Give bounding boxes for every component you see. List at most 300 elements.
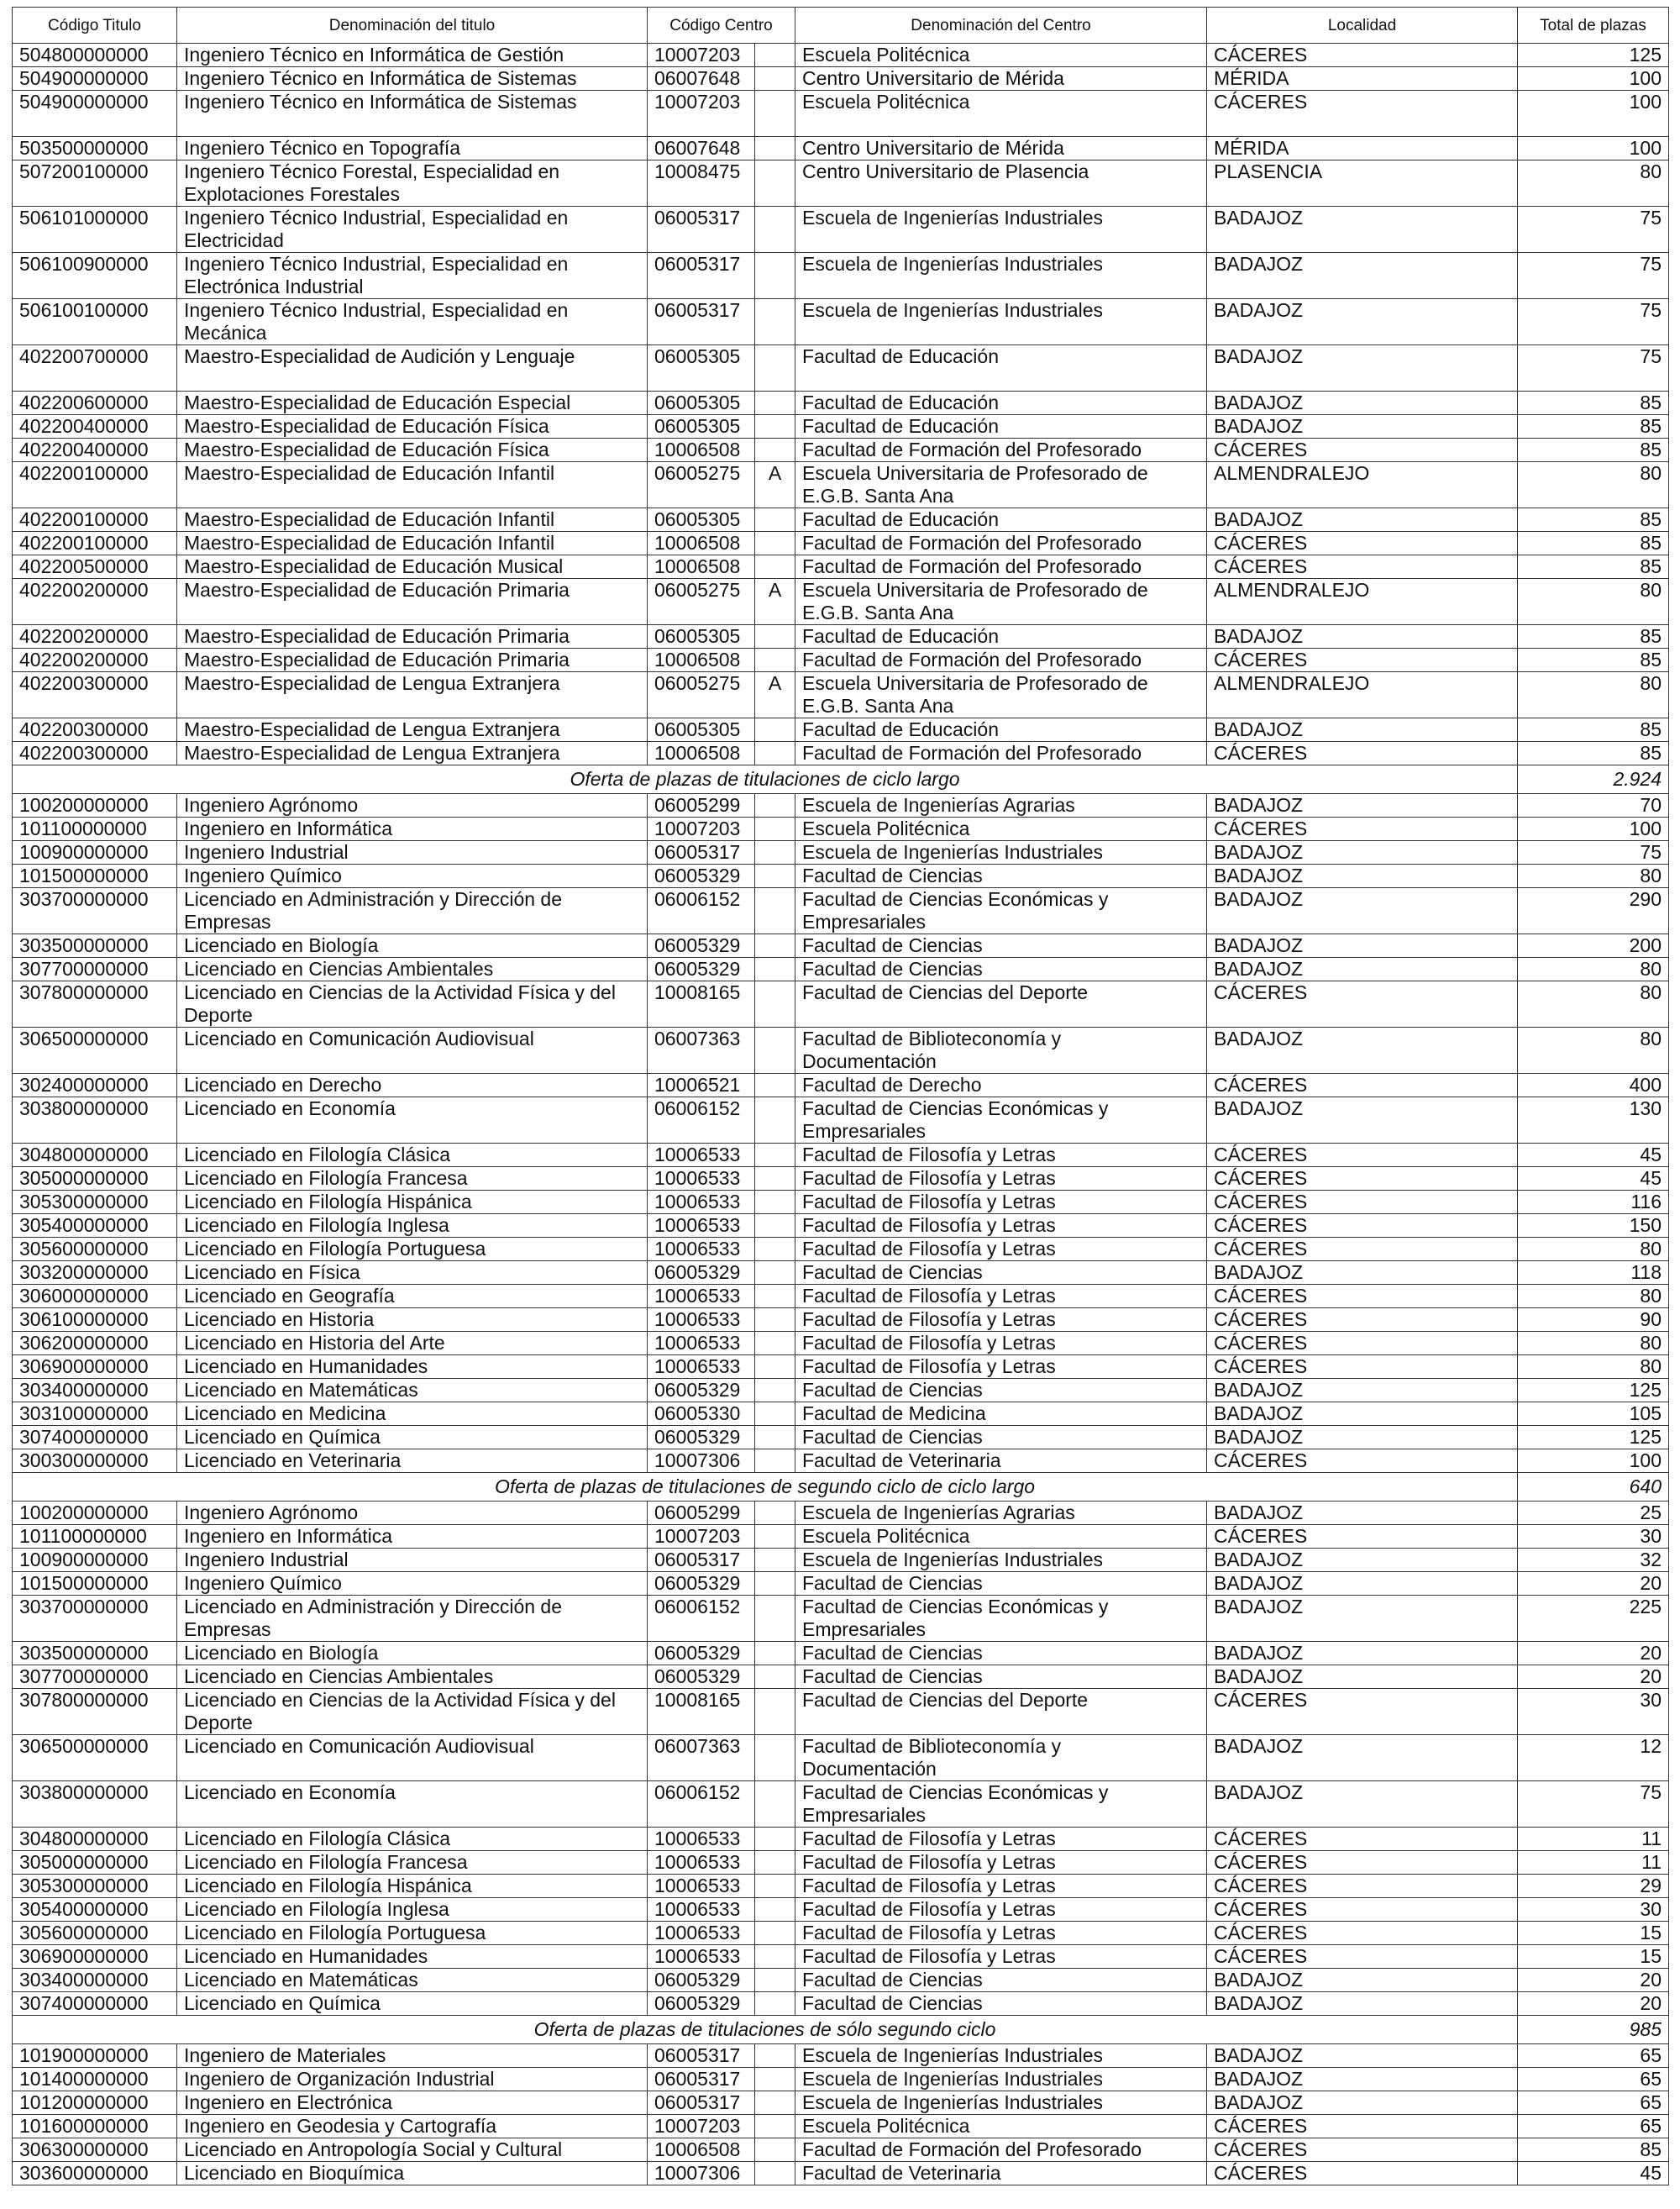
table-row <box>13 2138 1669 2162</box>
cell-total-plazas: 125 <box>1518 44 1669 67</box>
table-row <box>13 1689 1669 1735</box>
cell-localidad: CÁCERES <box>1207 1332 1518 1355</box>
cell-codigo-centro: 06006152 <box>648 1596 755 1642</box>
document-sheet <box>12 7 1669 2185</box>
cell-total-plazas: 20 <box>1518 1665 1669 1689</box>
section-summary-total: 2.924 <box>1518 765 1669 794</box>
cell-codigo-titulo: 306000000000 <box>13 1285 177 1308</box>
cell-codigo-centro: 10006533 <box>648 1191 755 1214</box>
cell-denominacion-centro: Centro Universitario de Mérida <box>795 137 1207 160</box>
cell-codigo-centro: 10006533 <box>648 1851 755 1875</box>
cell-centro-flag <box>755 2044 795 2068</box>
cell-centro-flag <box>755 1074 795 1097</box>
cell-denominacion-centro: Facultad de Biblioteconomía y Documentación <box>795 1735 1207 1781</box>
cell-codigo-centro: 06005317 <box>648 841 755 865</box>
cell-denominacion-titulo: Licenciado en Biología <box>177 934 648 958</box>
cell-centro-flag: A <box>755 672 795 718</box>
cell-codigo-titulo: 307800000000 <box>13 1689 177 1735</box>
cell-codigo-centro: 10006521 <box>648 1074 755 1097</box>
cell-localidad: CÁCERES <box>1207 439 1518 462</box>
cell-total-plazas: 20 <box>1518 1572 1669 1596</box>
cell-denominacion-centro: Facultad de Formación del Profesorado <box>795 649 1207 672</box>
cell-centro-flag <box>755 439 795 462</box>
cell-centro-flag <box>755 1689 795 1735</box>
cell-centro-flag <box>755 1028 795 1074</box>
cell-localidad: CÁCERES <box>1207 1355 1518 1379</box>
cell-codigo-centro: 10007203 <box>648 1525 755 1549</box>
table-row <box>13 1735 1669 1781</box>
cell-codigo-centro: 10006508 <box>648 532 755 555</box>
cell-codigo-titulo: 303400000000 <box>13 1969 177 1992</box>
table-row <box>13 1238 1669 1261</box>
table-row <box>13 2091 1669 2115</box>
cell-localidad: BADAJOZ <box>1207 508 1518 532</box>
cell-localidad: CÁCERES <box>1207 1689 1518 1735</box>
cell-denominacion-titulo: Ingeniero en Informática <box>177 818 648 841</box>
cell-denominacion-centro: Facultad de Ciencias <box>795 1426 1207 1449</box>
cell-centro-flag <box>755 44 795 67</box>
cell-codigo-centro: 10006533 <box>648 1898 755 1922</box>
section-summary-row <box>13 2016 1669 2044</box>
cell-centro-flag <box>755 1426 795 1449</box>
cell-denominacion-titulo: Licenciado en Ciencias Ambientales <box>177 958 648 981</box>
cell-localidad: BADAJOZ <box>1207 2044 1518 2068</box>
cell-localidad: CÁCERES <box>1207 1144 1518 1167</box>
table-row <box>13 1261 1669 1285</box>
cell-denominacion-titulo: Licenciado en Ciencias de la Actividad Física y del Deporte <box>177 1689 648 1735</box>
table-row <box>13 2162 1669 2185</box>
cell-codigo-centro: 06005305 <box>648 415 755 439</box>
cell-total-plazas: 85 <box>1518 718 1669 742</box>
cell-centro-flag <box>755 625 795 649</box>
cell-denominacion-titulo: Maestro-Especialidad de Educación Especial <box>177 392 648 415</box>
cell-codigo-titulo: 402200400000 <box>13 415 177 439</box>
cell-localidad: BADAJOZ <box>1207 1992 1518 2016</box>
cell-centro-flag <box>755 207 795 253</box>
cell-centro-flag <box>755 2115 795 2138</box>
cell-denominacion-centro: Facultad de Ciencias <box>795 1261 1207 1285</box>
cell-localidad: PLASENCIA <box>1207 160 1518 207</box>
cell-denominacion-centro: Facultad de Educación <box>795 345 1207 392</box>
cell-localidad: BADAJOZ <box>1207 794 1518 818</box>
cell-total-plazas: 130 <box>1518 1097 1669 1144</box>
table-row <box>13 981 1669 1028</box>
cell-codigo-titulo: 300300000000 <box>13 1449 177 1473</box>
cell-codigo-titulo: 303700000000 <box>13 1596 177 1642</box>
cell-codigo-titulo: 504900000000 <box>13 67 177 91</box>
cell-denominacion-titulo: Ingeniero en Geodesia y Cartografía <box>177 2115 648 2138</box>
cell-codigo-titulo: 307700000000 <box>13 1665 177 1689</box>
cell-denominacion-centro: Facultad de Educación <box>795 392 1207 415</box>
cell-denominacion-centro: Facultad de Filosofía y Letras <box>795 1828 1207 1851</box>
cell-localidad: BADAJOZ <box>1207 1502 1518 1525</box>
cell-denominacion-titulo: Ingeniero Técnico en Topografía <box>177 137 648 160</box>
cell-codigo-titulo: 101400000000 <box>13 2068 177 2091</box>
cell-codigo-centro: 06005329 <box>648 1642 755 1665</box>
cell-codigo-titulo: 402200600000 <box>13 392 177 415</box>
cell-denominacion-centro: Escuela Politécnica <box>795 1525 1207 1549</box>
header-denominacion-centro: Denominación del Centro <box>795 8 1207 44</box>
cell-centro-flag <box>755 1922 795 1945</box>
cell-codigo-titulo: 306900000000 <box>13 1945 177 1969</box>
table-row <box>13 1379 1669 1402</box>
cell-localidad: BADAJOZ <box>1207 415 1518 439</box>
cell-codigo-titulo: 101100000000 <box>13 818 177 841</box>
table-row <box>13 649 1669 672</box>
cell-total-plazas: 80 <box>1518 865 1669 888</box>
cell-codigo-centro: 06005317 <box>648 2091 755 2115</box>
cell-total-plazas: 75 <box>1518 1781 1669 1828</box>
cell-codigo-titulo: 304800000000 <box>13 1828 177 1851</box>
table-row <box>13 345 1669 392</box>
table-row <box>13 1502 1669 1525</box>
cell-denominacion-titulo: Licenciado en Filología Clásica <box>177 1828 648 1851</box>
cell-codigo-titulo: 305300000000 <box>13 1875 177 1898</box>
table-row <box>13 1549 1669 1572</box>
cell-denominacion-titulo: Ingeniero Técnico Industrial, Especialidad en Electrónica Industrial <box>177 253 648 299</box>
cell-denominacion-centro: Escuela Politécnica <box>795 2115 1207 2138</box>
cell-denominacion-centro: Facultad de Filosofía y Letras <box>795 1332 1207 1355</box>
cell-codigo-centro: 10007203 <box>648 818 755 841</box>
cell-localidad: BADAJOZ <box>1207 958 1518 981</box>
cell-codigo-titulo: 307400000000 <box>13 1992 177 2016</box>
cell-centro-flag <box>755 345 795 392</box>
cell-localidad: CÁCERES <box>1207 1238 1518 1261</box>
cell-localidad: BADAJOZ <box>1207 1549 1518 1572</box>
cell-total-plazas: 85 <box>1518 392 1669 415</box>
cell-denominacion-titulo: Maestro-Especialidad de Educación Infantil <box>177 508 648 532</box>
cell-centro-flag: A <box>755 462 795 508</box>
cell-codigo-centro: 06005299 <box>648 794 755 818</box>
cell-total-plazas: 70 <box>1518 794 1669 818</box>
cell-codigo-centro: 06005329 <box>648 1426 755 1449</box>
cell-centro-flag <box>755 1969 795 1992</box>
cell-codigo-titulo: 307800000000 <box>13 981 177 1028</box>
cell-denominacion-centro: Facultad de Ciencias <box>795 1665 1207 1689</box>
cell-localidad: BADAJOZ <box>1207 1596 1518 1642</box>
cell-denominacion-centro: Facultad de Filosofía y Letras <box>795 1875 1207 1898</box>
cell-localidad: BADAJOZ <box>1207 625 1518 649</box>
cell-total-plazas: 11 <box>1518 1828 1669 1851</box>
cell-denominacion-titulo: Maestro-Especialidad de Educación Primaria <box>177 649 648 672</box>
cell-denominacion-titulo: Licenciado en Antropología Social y Cultural <box>177 2138 648 2162</box>
cell-denominacion-titulo: Ingeniero Técnico Industrial, Especialidad en Electricidad <box>177 207 648 253</box>
cell-codigo-titulo: 306100000000 <box>13 1308 177 1332</box>
cell-denominacion-centro: Facultad de Ciencias Económicas y Empresariales <box>795 888 1207 934</box>
table-row <box>13 555 1669 579</box>
cell-denominacion-titulo: Licenciado en Filología Inglesa <box>177 1214 648 1238</box>
cell-localidad: CÁCERES <box>1207 2138 1518 2162</box>
cell-localidad: CÁCERES <box>1207 1285 1518 1308</box>
cell-centro-flag <box>755 1144 795 1167</box>
cell-denominacion-centro: Escuela de Ingenierías Industriales <box>795 2044 1207 2068</box>
cell-localidad: BADAJOZ <box>1207 1572 1518 1596</box>
cell-codigo-centro: 10008165 <box>648 1689 755 1735</box>
cell-denominacion-titulo: Licenciado en Filología Francesa <box>177 1851 648 1875</box>
cell-centro-flag <box>755 1735 795 1781</box>
cell-codigo-titulo: 305000000000 <box>13 1167 177 1191</box>
cell-total-plazas: 80 <box>1518 1332 1669 1355</box>
cell-denominacion-titulo: Ingeniero Técnico Industrial, Especialidad en Mecánica <box>177 299 648 345</box>
cell-denominacion-centro: Facultad de Veterinaria <box>795 2162 1207 2185</box>
cell-total-plazas: 65 <box>1518 2091 1669 2115</box>
cell-total-plazas: 65 <box>1518 2068 1669 2091</box>
cell-denominacion-centro: Escuela Universitaria de Profesorado de E.G.B. Santa Ana <box>795 462 1207 508</box>
cell-localidad: BADAJOZ <box>1207 2068 1518 2091</box>
cell-centro-flag <box>755 1308 795 1332</box>
cell-denominacion-centro: Facultad de Filosofía y Letras <box>795 1238 1207 1261</box>
cell-denominacion-centro: Centro Universitario de Plasencia <box>795 160 1207 207</box>
cell-centro-flag <box>755 160 795 207</box>
cell-total-plazas: 290 <box>1518 888 1669 934</box>
cell-codigo-titulo: 100200000000 <box>13 1502 177 1525</box>
table-row <box>13 1355 1669 1379</box>
cell-localidad: BADAJOZ <box>1207 1665 1518 1689</box>
cell-denominacion-centro: Facultad de Ciencias Económicas y Empresariales <box>795 1781 1207 1828</box>
cell-codigo-centro: 06005317 <box>648 1549 755 1572</box>
cell-denominacion-titulo: Ingeniero Industrial <box>177 841 648 865</box>
cell-total-plazas: 30 <box>1518 1525 1669 1549</box>
cell-localidad: CÁCERES <box>1207 1074 1518 1097</box>
cell-codigo-centro: 06005329 <box>648 1992 755 2016</box>
cell-codigo-titulo: 100900000000 <box>13 841 177 865</box>
cell-denominacion-titulo: Licenciado en Economía <box>177 1781 648 1828</box>
cell-denominacion-titulo: Licenciado en Comunicación Audiovisual <box>177 1028 648 1074</box>
cell-centro-flag <box>755 742 795 765</box>
table-row <box>13 865 1669 888</box>
table-row <box>13 1402 1669 1426</box>
cell-codigo-titulo: 101900000000 <box>13 2044 177 2068</box>
cell-codigo-centro: 10006533 <box>648 1214 755 1238</box>
cell-total-plazas: 15 <box>1518 1922 1669 1945</box>
cell-codigo-titulo: 305300000000 <box>13 1191 177 1214</box>
cell-codigo-titulo: 303500000000 <box>13 934 177 958</box>
cell-denominacion-titulo: Licenciado en Filología Clásica <box>177 1144 648 1167</box>
cell-localidad: BADAJOZ <box>1207 718 1518 742</box>
cell-codigo-centro: 10007203 <box>648 44 755 67</box>
cell-codigo-centro: 10006533 <box>648 1308 755 1332</box>
cell-localidad: CÁCERES <box>1207 818 1518 841</box>
cell-total-plazas: 75 <box>1518 841 1669 865</box>
cell-localidad: CÁCERES <box>1207 1922 1518 1945</box>
cell-localidad: BADAJOZ <box>1207 1402 1518 1426</box>
cell-codigo-centro: 10008165 <box>648 981 755 1028</box>
table-row <box>13 1028 1669 1074</box>
cell-denominacion-centro: Escuela Universitaria de Profesorado de E.G.B. Santa Ana <box>795 579 1207 625</box>
header-codigo-titulo: Código Titulo <box>13 8 177 44</box>
cell-codigo-centro: 06005317 <box>648 253 755 299</box>
cell-codigo-centro: 06005329 <box>648 1379 755 1402</box>
cell-localidad: CÁCERES <box>1207 2115 1518 2138</box>
table-row <box>13 934 1669 958</box>
cell-denominacion-centro: Facultad de Ciencias <box>795 1992 1207 2016</box>
cell-denominacion-titulo: Licenciado en Bioquímica <box>177 2162 648 2185</box>
cell-total-plazas: 75 <box>1518 345 1669 392</box>
cell-denominacion-titulo: Licenciado en Derecho <box>177 1074 648 1097</box>
cell-denominacion-centro: Facultad de Ciencias Económicas y Empresariales <box>795 1596 1207 1642</box>
cell-codigo-titulo: 306500000000 <box>13 1028 177 1074</box>
cell-denominacion-titulo: Licenciado en Matemáticas <box>177 1379 648 1402</box>
cell-codigo-titulo: 305600000000 <box>13 1238 177 1261</box>
cell-total-plazas: 45 <box>1518 1167 1669 1191</box>
cell-denominacion-titulo: Licenciado en Biología <box>177 1642 648 1665</box>
header-localidad: Localidad <box>1207 8 1518 44</box>
cell-localidad: CÁCERES <box>1207 981 1518 1028</box>
section-summary-total: 640 <box>1518 1473 1669 1502</box>
cell-codigo-centro: 10006533 <box>648 1285 755 1308</box>
cell-total-plazas: 116 <box>1518 1191 1669 1214</box>
cell-localidad: CÁCERES <box>1207 1214 1518 1238</box>
cell-codigo-centro: 06005305 <box>648 508 755 532</box>
cell-localidad: BADAJOZ <box>1207 1426 1518 1449</box>
cell-centro-flag <box>755 1097 795 1144</box>
cell-total-plazas: 90 <box>1518 1308 1669 1332</box>
cell-codigo-titulo: 503500000000 <box>13 137 177 160</box>
cell-denominacion-centro: Escuela de Ingenierías Industriales <box>795 1549 1207 1572</box>
cell-total-plazas: 100 <box>1518 91 1669 137</box>
cell-denominacion-centro: Facultad de Ciencias Económicas y Empresariales <box>795 1097 1207 1144</box>
table-row <box>13 888 1669 934</box>
cell-denominacion-titulo: Licenciado en Comunicación Audiovisual <box>177 1735 648 1781</box>
cell-denominacion-centro: Facultad de Ciencias <box>795 958 1207 981</box>
cell-codigo-centro: 06007363 <box>648 1735 755 1781</box>
cell-localidad: ALMENDRALEJO <box>1207 672 1518 718</box>
cell-total-plazas: 45 <box>1518 1144 1669 1167</box>
cell-codigo-centro: 06005305 <box>648 718 755 742</box>
cell-localidad: BADAJOZ <box>1207 2091 1518 2115</box>
cell-centro-flag <box>755 1596 795 1642</box>
cell-denominacion-centro: Facultad de Filosofía y Letras <box>795 1285 1207 1308</box>
cell-codigo-titulo: 306500000000 <box>13 1735 177 1781</box>
cell-denominacion-titulo: Maestro-Especialidad de Educación Primaria <box>177 625 648 649</box>
table-row <box>13 1642 1669 1665</box>
cell-denominacion-centro: Facultad de Ciencias del Deporte <box>795 1689 1207 1735</box>
cell-codigo-titulo: 402200100000 <box>13 532 177 555</box>
cell-centro-flag <box>755 1214 795 1238</box>
cell-denominacion-titulo: Maestro-Especialidad de Lengua Extranjera <box>177 742 648 765</box>
cell-codigo-centro: 06007363 <box>648 1028 755 1074</box>
cell-total-plazas: 105 <box>1518 1402 1669 1426</box>
cell-codigo-titulo: 306200000000 <box>13 1332 177 1355</box>
table-row <box>13 1898 1669 1922</box>
cell-total-plazas: 85 <box>1518 2138 1669 2162</box>
cell-total-plazas: 12 <box>1518 1735 1669 1781</box>
cell-total-plazas: 100 <box>1518 818 1669 841</box>
cell-total-plazas: 100 <box>1518 137 1669 160</box>
cell-denominacion-titulo: Licenciado en Administración y Dirección de Empresas <box>177 888 648 934</box>
cell-total-plazas: 80 <box>1518 1238 1669 1261</box>
cell-total-plazas: 125 <box>1518 1426 1669 1449</box>
cell-total-plazas: 100 <box>1518 1449 1669 1473</box>
cell-localidad: CÁCERES <box>1207 91 1518 137</box>
cell-codigo-titulo: 303700000000 <box>13 888 177 934</box>
cell-codigo-centro: 06007648 <box>648 67 755 91</box>
cell-localidad: MÉRIDA <box>1207 137 1518 160</box>
cell-centro-flag <box>755 1992 795 2016</box>
cell-codigo-titulo: 303200000000 <box>13 1261 177 1285</box>
cell-codigo-titulo: 402200200000 <box>13 579 177 625</box>
cell-codigo-centro: 10006508 <box>648 439 755 462</box>
cell-centro-flag <box>755 1549 795 1572</box>
table-row <box>13 1992 1669 2016</box>
table-row <box>13 2044 1669 2068</box>
cell-localidad: BADAJOZ <box>1207 1028 1518 1074</box>
table-row <box>13 1969 1669 1992</box>
cell-centro-flag <box>755 1828 795 1851</box>
table-row <box>13 1945 1669 1969</box>
cell-denominacion-centro: Facultad de Formación del Profesorado <box>795 439 1207 462</box>
section-summary-label: Oferta de plazas de titulaciones de sólo segundo ciclo <box>13 2016 1518 2044</box>
cell-codigo-titulo: 305400000000 <box>13 1898 177 1922</box>
cell-centro-flag <box>755 1261 795 1285</box>
cell-denominacion-centro: Escuela de Ingenierías Industriales <box>795 253 1207 299</box>
cell-localidad: CÁCERES <box>1207 1449 1518 1473</box>
cell-codigo-titulo: 303400000000 <box>13 1379 177 1402</box>
cell-codigo-centro: 10006533 <box>648 1144 755 1167</box>
cell-denominacion-titulo: Licenciado en Filología Portuguesa <box>177 1238 648 1261</box>
cell-denominacion-centro: Facultad de Derecho <box>795 1074 1207 1097</box>
cell-centro-flag <box>755 508 795 532</box>
section-summary-row <box>13 1473 1669 1502</box>
cell-localidad: BADAJOZ <box>1207 1642 1518 1665</box>
cell-codigo-centro: 06005305 <box>648 345 755 392</box>
table-row <box>13 742 1669 765</box>
cell-localidad: BADAJOZ <box>1207 1969 1518 1992</box>
table-row <box>13 91 1669 137</box>
cell-codigo-centro: 10007306 <box>648 1449 755 1473</box>
cell-codigo-centro: 10007203 <box>648 2115 755 2138</box>
cell-centro-flag <box>755 1665 795 1689</box>
cell-denominacion-centro: Facultad de Filosofía y Letras <box>795 1214 1207 1238</box>
cell-denominacion-centro: Facultad de Formación del Profesorado <box>795 555 1207 579</box>
cell-centro-flag <box>755 1642 795 1665</box>
cell-codigo-titulo: 506100900000 <box>13 253 177 299</box>
cell-denominacion-centro: Facultad de Filosofía y Letras <box>795 1945 1207 1969</box>
cell-denominacion-centro: Facultad de Filosofía y Letras <box>795 1308 1207 1332</box>
table-row <box>13 1144 1669 1167</box>
cell-codigo-titulo: 303500000000 <box>13 1642 177 1665</box>
cell-localidad: CÁCERES <box>1207 1191 1518 1214</box>
cell-denominacion-titulo: Maestro-Especialidad de Audición y Lenguaje <box>177 345 648 392</box>
cell-centro-flag <box>755 1355 795 1379</box>
table-row <box>13 1074 1669 1097</box>
cell-denominacion-centro: Facultad de Formación del Profesorado <box>795 532 1207 555</box>
cell-codigo-titulo: 101100000000 <box>13 1525 177 1549</box>
cell-denominacion-centro: Facultad de Ciencias <box>795 1642 1207 1665</box>
cell-localidad: BADAJOZ <box>1207 841 1518 865</box>
cell-codigo-centro: 10006533 <box>648 1945 755 1969</box>
cell-codigo-titulo: 402200700000 <box>13 345 177 392</box>
cell-centro-flag <box>755 1167 795 1191</box>
cell-denominacion-centro: Escuela Universitaria de Profesorado de E.G.B. Santa Ana <box>795 672 1207 718</box>
cell-codigo-centro: 06007648 <box>648 137 755 160</box>
cell-codigo-titulo: 304800000000 <box>13 1144 177 1167</box>
cell-centro-flag <box>755 934 795 958</box>
cell-total-plazas: 29 <box>1518 1875 1669 1898</box>
cell-codigo-centro: 06005330 <box>648 1402 755 1426</box>
cell-centro-flag <box>755 649 795 672</box>
cell-localidad: MÉRIDA <box>1207 67 1518 91</box>
header-codigo-centro: Código Centro <box>648 8 795 44</box>
cell-denominacion-centro: Facultad de Ciencias <box>795 1969 1207 1992</box>
table-row <box>13 462 1669 508</box>
cell-codigo-titulo: 305600000000 <box>13 1922 177 1945</box>
table-row <box>13 1572 1669 1596</box>
cell-total-plazas: 75 <box>1518 299 1669 345</box>
cell-codigo-centro: 06005329 <box>648 1261 755 1285</box>
cell-denominacion-centro: Facultad de Educación <box>795 508 1207 532</box>
cell-denominacion-titulo: Maestro-Especialidad de Educación Primaria <box>177 579 648 625</box>
